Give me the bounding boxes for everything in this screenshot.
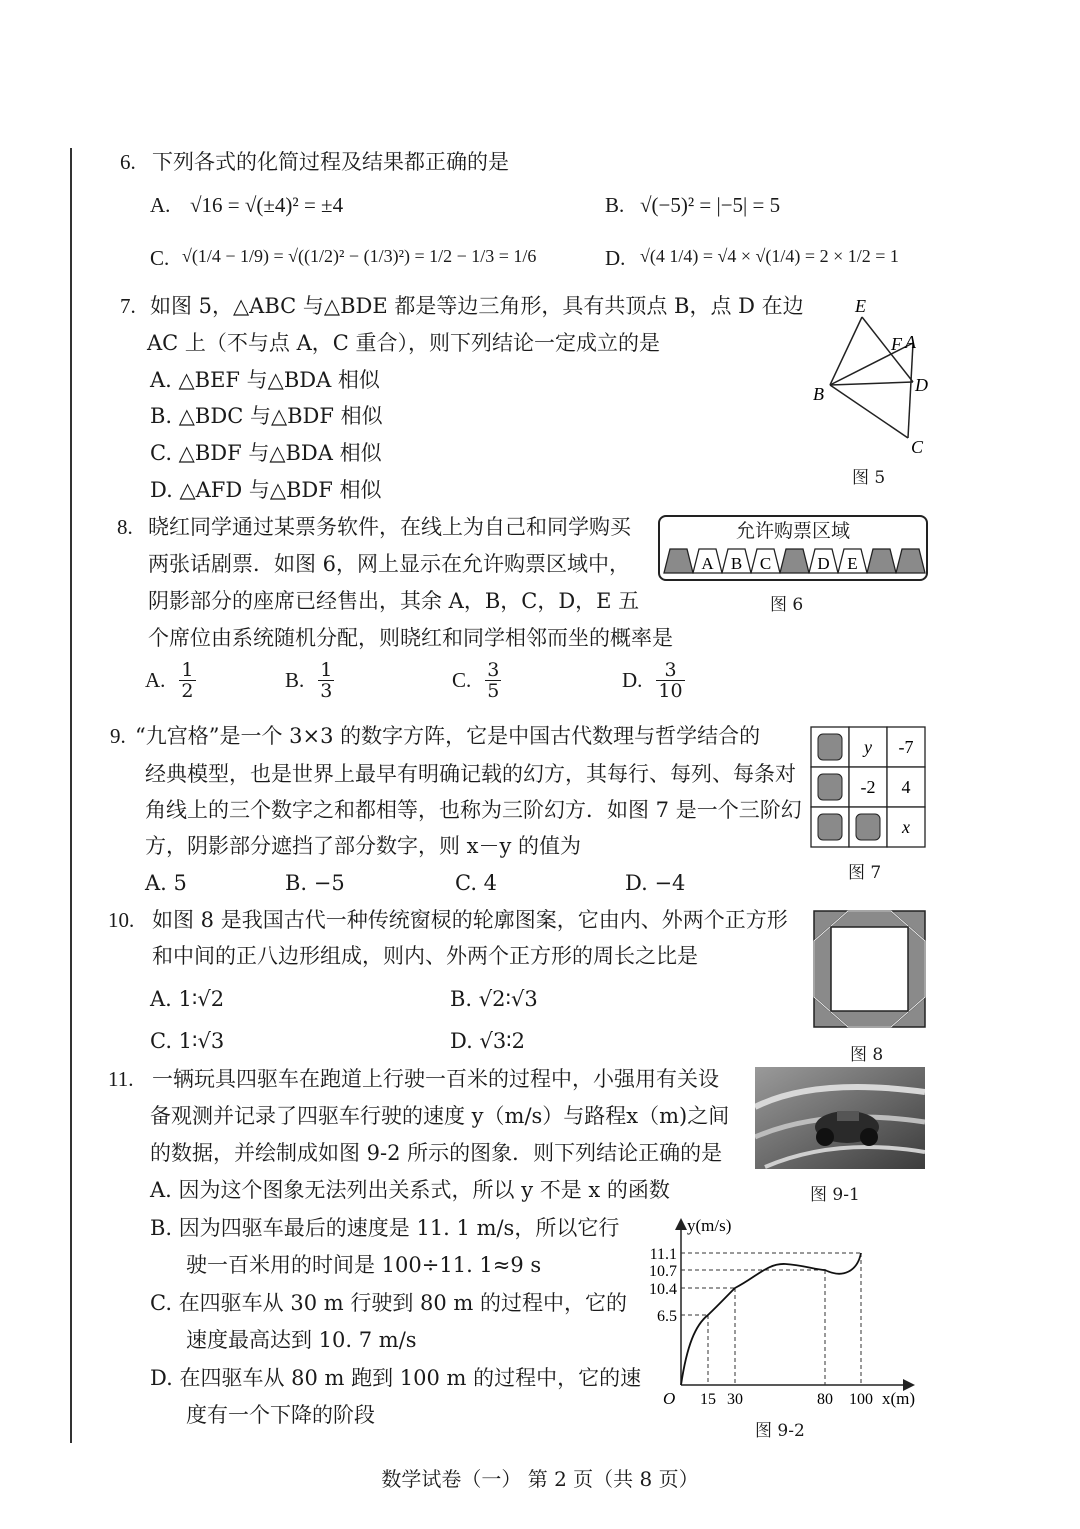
grid-number: y: [864, 737, 872, 757]
seat-sold: [664, 549, 693, 573]
question-stem-line-4: 个席位由系统随机分配，则晓红和同学相邻而坐的概率是: [148, 626, 673, 650]
question-stem-line-4: 方，阴影部分遮挡了部分数字，则 x－y 的值为: [145, 834, 582, 858]
option-a: A. 1∶√2: [150, 987, 225, 1011]
y-tick-label: 11.1: [649, 1246, 677, 1263]
option-label: D.: [622, 668, 643, 692]
numerator: 1: [320, 659, 333, 681]
figure-6-title: 允许购票区域: [735, 520, 850, 542]
fraction: [656, 660, 684, 701]
figure-7-magic-square: [810, 726, 926, 850]
denominator: 10: [658, 680, 683, 702]
label-a: A: [905, 332, 916, 352]
y-axis-label: y(m/s): [687, 1216, 732, 1235]
option-a: A. 5: [145, 871, 187, 895]
question-number: 7.: [120, 294, 136, 318]
option-a-expression: √16 = √(±4)² = ±4: [190, 193, 344, 217]
hidden-number-cover: [818, 774, 842, 800]
y-tick-label: 10.4: [649, 1281, 677, 1298]
question-stem-line-2: 两张话剧票．如图 6，网上显示在允许购票区域中，: [148, 552, 631, 576]
option-c-line-1: C. 在四驱车从 30 m 行驶到 80 m 的过程中，它的: [150, 1291, 627, 1315]
seat-label: A: [701, 554, 714, 573]
seat-sold: [780, 549, 809, 573]
fraction: [179, 660, 195, 701]
grid-number: -2: [860, 777, 876, 797]
y-tick-label: 6.5: [657, 1308, 677, 1325]
option-d: [622, 660, 685, 701]
x-tick-label: 100: [849, 1391, 873, 1408]
figure-9-1-car-photo: [755, 1067, 925, 1169]
option-d-line-1: D. 在四驱车从 80 m 跑到 100 m 的过程中，它的速: [150, 1366, 642, 1390]
label-b: B: [813, 384, 824, 404]
x-axis-label: x(m): [882, 1389, 916, 1408]
y-tick-label: 10.7: [649, 1263, 677, 1280]
question-stem-line-2: 经典模型，也是世界上最早有明确记载的幻方，其每行、每列、每条对: [145, 762, 796, 786]
option-b-line-2: 驶一百米用的时间是 100÷11. 1≈9 s: [186, 1253, 542, 1277]
figure-5-triangles: [805, 290, 945, 465]
option-label: C.: [452, 668, 472, 692]
page-footer: 数学试卷（一） 第 2 页（共 8 页）: [381, 1467, 699, 1491]
label-f: F: [891, 334, 902, 354]
option-label: B.: [285, 668, 305, 692]
origin-label: O: [663, 1389, 676, 1408]
option-c: C. 4: [455, 871, 498, 895]
option-c-label: C.: [150, 246, 170, 270]
seat-label: B: [730, 554, 743, 573]
option-c: C. 1∶√3: [150, 1029, 225, 1053]
question-stem-line-2: 和中间的正八边形组成，则内、外两个正方形的周长之比是: [152, 944, 698, 968]
question-stem: 下列各式的化简过程及结果都正确的是: [152, 150, 509, 174]
question-stem-line-3: 的数据，并绘制成如图 9-2 所示的图象．则下列结论正确的是: [150, 1141, 723, 1165]
option-c-expression: √(1/4 − 1/9) = √((1/2)² − (1/3)²) = 1/2 − 1/3 = 1/6: [182, 246, 537, 266]
figure-8-caption: 图 8: [850, 1045, 884, 1065]
option-a-label: A.: [150, 193, 171, 217]
hidden-number-cover: [818, 814, 842, 840]
option-a: A. 因为这个图象无法列出关系式，所以 y 不是 x 的函数: [150, 1178, 670, 1202]
binding-margin-line: [70, 148, 72, 1443]
option-b-expression: √(−5)² = |−5| = 5: [640, 193, 781, 217]
numerator: 3: [487, 659, 500, 681]
option-d-expression: √(4 1/4) = √4 × √(1/4) = 2 × 1/2 = 1: [640, 246, 899, 266]
figure-6-seats: [660, 547, 926, 577]
option-b: B. −5: [285, 871, 345, 895]
label-c: C: [911, 437, 924, 457]
numerator: 3: [656, 660, 684, 681]
grid-number: 4: [901, 777, 911, 797]
figure-8-window-lattice: [813, 910, 926, 1028]
denominator: 2: [181, 680, 194, 702]
label-e: E: [855, 296, 866, 316]
figure-9-2-graph: [630, 1215, 930, 1410]
question-stem-line-1: 如图 8 是我国古代一种传统窗棂的轮廓图案，它由内、外两个正方形: [152, 908, 788, 932]
option-d-label: D.: [605, 246, 626, 270]
option-a: A. △BEF 与△BDA 相似: [150, 368, 380, 392]
question-stem-line-1: “九宫格”是一个 3×3 的数字方阵，它是中国古代数理与哲学结合的: [135, 724, 761, 748]
option-b-line-1: B. 因为四驱车最后的速度是 11. 1 m/s，所以它行: [150, 1216, 620, 1240]
x-tick-label: 15: [700, 1391, 716, 1408]
figure-7-caption: 图 7: [848, 863, 882, 883]
question-number: 10.: [108, 908, 135, 932]
hidden-number-cover: [818, 734, 842, 760]
figure-9-2-caption: 图 9-2: [755, 1421, 805, 1441]
question-stem-line-2: 备观测并记录了四驱车行驶的速度 y（m/s）与路程x（m)之间: [150, 1104, 730, 1128]
option-label: A.: [145, 668, 166, 692]
fraction: [485, 660, 501, 701]
seat-label: D: [817, 554, 830, 573]
label-d: D: [915, 375, 928, 395]
figure-6-caption: 图 6: [770, 595, 804, 615]
option-d: D. −4: [625, 871, 686, 895]
figure-9-1-caption: 图 9-1: [810, 1185, 860, 1205]
x-tick-label: 30: [727, 1391, 743, 1408]
question-stem-line-1: 如图 5，△ABC 与△BDE 都是等边三角形，具有共顶点 B，点 D 在边: [150, 294, 804, 318]
question-stem-line-3: 角线上的三个数字之和都相等，也称为三阶幻方．如图 7 是一个三阶幻: [145, 798, 802, 822]
grid-number: -7: [898, 737, 914, 757]
option-c-line-2: 速度最高达到 10. 7 m/s: [186, 1328, 417, 1352]
seat-sold: [867, 549, 896, 573]
question-stem-line-1: 一辆玩具四驱车在跑道上行驶一百米的过程中，小强用有关设: [152, 1067, 719, 1091]
option-a: [145, 660, 196, 701]
option-d: D. △AFD 与△BDF 相似: [150, 478, 382, 502]
option-b-label: B.: [605, 193, 625, 217]
seat-label: E: [847, 554, 858, 573]
option-c: [452, 660, 501, 701]
option-d-line-2: 度有一个下降的阶段: [186, 1403, 375, 1427]
grid-number: x: [902, 817, 910, 837]
hidden-number-cover: [856, 814, 880, 840]
option-b: B. √2∶√3: [450, 987, 538, 1011]
question-number: 6.: [120, 150, 136, 174]
fraction: [318, 660, 334, 701]
question-stem-line-3: 阴影部分的座席已经售出，其余 A，B，C，D，E 五: [148, 589, 640, 613]
x-tick-label: 80: [817, 1391, 833, 1408]
figure-6-seat-box: [658, 515, 928, 581]
seat-label: C: [759, 554, 772, 573]
option-b: [285, 660, 334, 701]
option-d: D. √3∶2: [450, 1029, 526, 1053]
question-stem-line-1: 晓红同学通过某票务软件，在线上为自己和同学购买: [148, 515, 631, 539]
seat-sold: [896, 549, 925, 573]
denominator: 5: [487, 680, 500, 702]
option-b: B. △BDC 与△BDF 相似: [150, 404, 383, 428]
question-number: 8.: [117, 515, 133, 539]
option-c: C. △BDF 与△BDA 相似: [150, 441, 382, 465]
question-number: 11.: [108, 1067, 134, 1091]
denominator: 3: [320, 680, 333, 702]
figure-5-caption: 图 5: [852, 468, 886, 488]
question-number: 9.: [110, 724, 126, 748]
numerator: 1: [181, 659, 194, 681]
question-stem-line-2: AC 上（不与点 A，C 重合），则下列结论一定成立的是: [147, 331, 660, 355]
